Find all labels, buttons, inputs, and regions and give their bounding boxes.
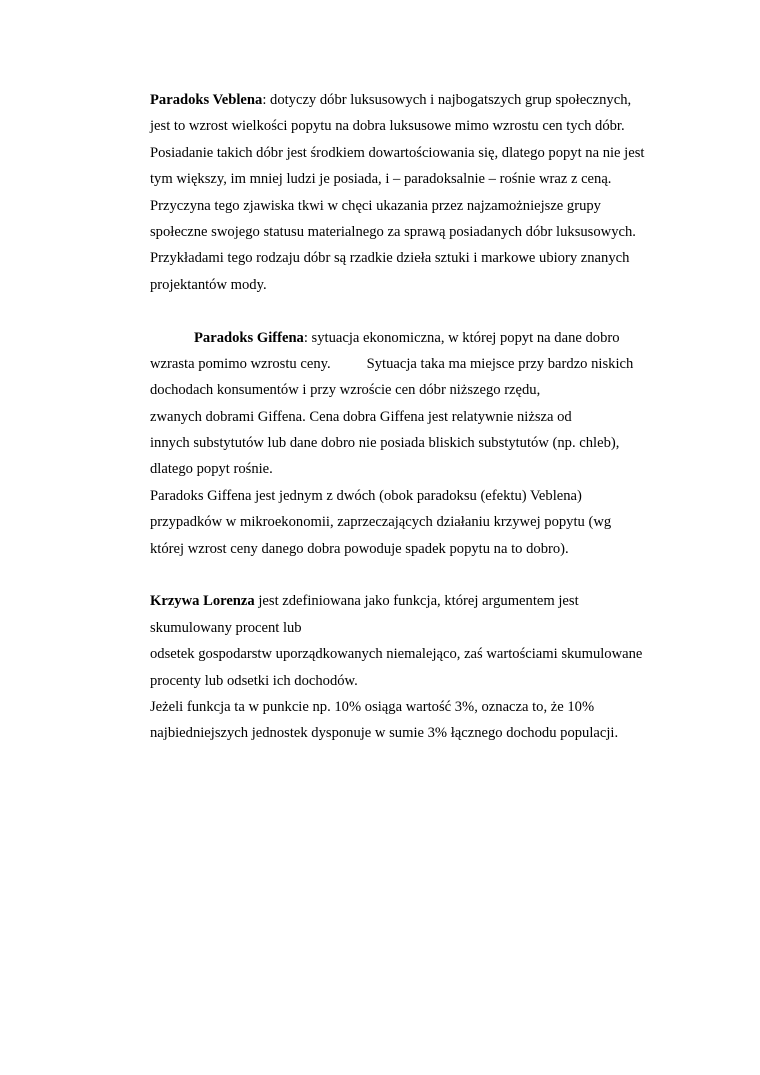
text-line: Jeżeli funkcja ta w punkcie np. 10% osiąga wartość 3%, oznacza to, że 10% <box>150 698 595 715</box>
text-line: jest to wzrost wielkości popytu na dobra luksusowe mimo wzrostu cen tych dóbr. <box>150 118 625 135</box>
text-line: odsetek gospodarstw uporządkowanych niemalejąco, zaś wartościami skumulowane <box>150 646 643 663</box>
text-line: społeczne swojego statusu materialnego za sprawą posiadanych dóbr luksusowych. <box>150 223 636 240</box>
text-line: zwanych dobrami Giffena. Cena dobra Giffena jest relatywnie niższa od <box>150 408 572 425</box>
text-line: przypadków w mikroekonomii, zaprzeczających działaniu krzywej popytu (wg <box>150 514 612 531</box>
text-line: Paradoks Giffena: sytuacja ekonomiczna, w której popyt na dane dobro <box>194 329 620 346</box>
text-line: tym większy, im mniej ludzi je posiada, i – paradoksalnie – rośnie wraz z ceną. <box>150 171 612 188</box>
text-line: innych substytutów lub dane dobro nie posiada bliskich substytutów (np. chleb), <box>150 435 620 452</box>
document-body <box>150 87 690 747</box>
text-line: projektantów mody. <box>150 276 267 293</box>
paragraph-giffen <box>150 325 690 563</box>
text-line: wzrasta pomimo wzrostu ceny. Sytuacja taka ma miejsce przy bardzo niskich <box>150 355 634 372</box>
text-line: dlatego popyt rośnie. <box>150 461 273 478</box>
text-line: skumulowany procent lub <box>150 619 302 636</box>
text-line: Paradoks Giffena jest jednym z dwóch (obok paradoksu (efektu) Veblena) <box>150 487 582 504</box>
text-line: Posiadanie takich dóbr jest środkiem dowartościowania się, dlatego popyt na nie jest <box>150 144 645 161</box>
text-line: Krzywa Lorenza jest zdefiniowana jako funkcja, której argumentem jest <box>150 593 579 610</box>
text-line: najbiedniejszych jednostek dysponuje w sumie 3% łącznego dochodu populacji. <box>150 725 619 742</box>
text-line: Przyczyna tego zjawiska tkwi w chęci ukazania przez najzamożniejsze grupy <box>150 197 601 214</box>
text-line: procenty lub odsetki ich dochodów. <box>150 672 358 689</box>
term-veblen: Paradoks Veblena <box>150 92 263 108</box>
text-line: której wzrost ceny danego dobra powoduje spadek popytu na to dobro). <box>150 540 569 557</box>
text-line: dochodach konsumentów i przy wzroście cen dóbr niższego rzędu, <box>150 382 541 399</box>
term-giffen: Paradoks Giffena <box>194 329 304 346</box>
term-lorenz: Krzywa Lorenza <box>150 593 255 610</box>
text-line: Paradoks Veblena: dotyczy dóbr luksusowych i najbogatszych grup społecznych, <box>150 92 632 108</box>
paragraph-veblen <box>150 87 690 298</box>
paragraph-spacer <box>150 562 690 588</box>
paragraph-spacer <box>150 298 690 324</box>
paragraph-lorenz <box>150 588 690 746</box>
text-line: Przykładami tego rodzaju dóbr są rzadkie dzieła sztuki i markowe ubiory znanych <box>150 250 630 267</box>
